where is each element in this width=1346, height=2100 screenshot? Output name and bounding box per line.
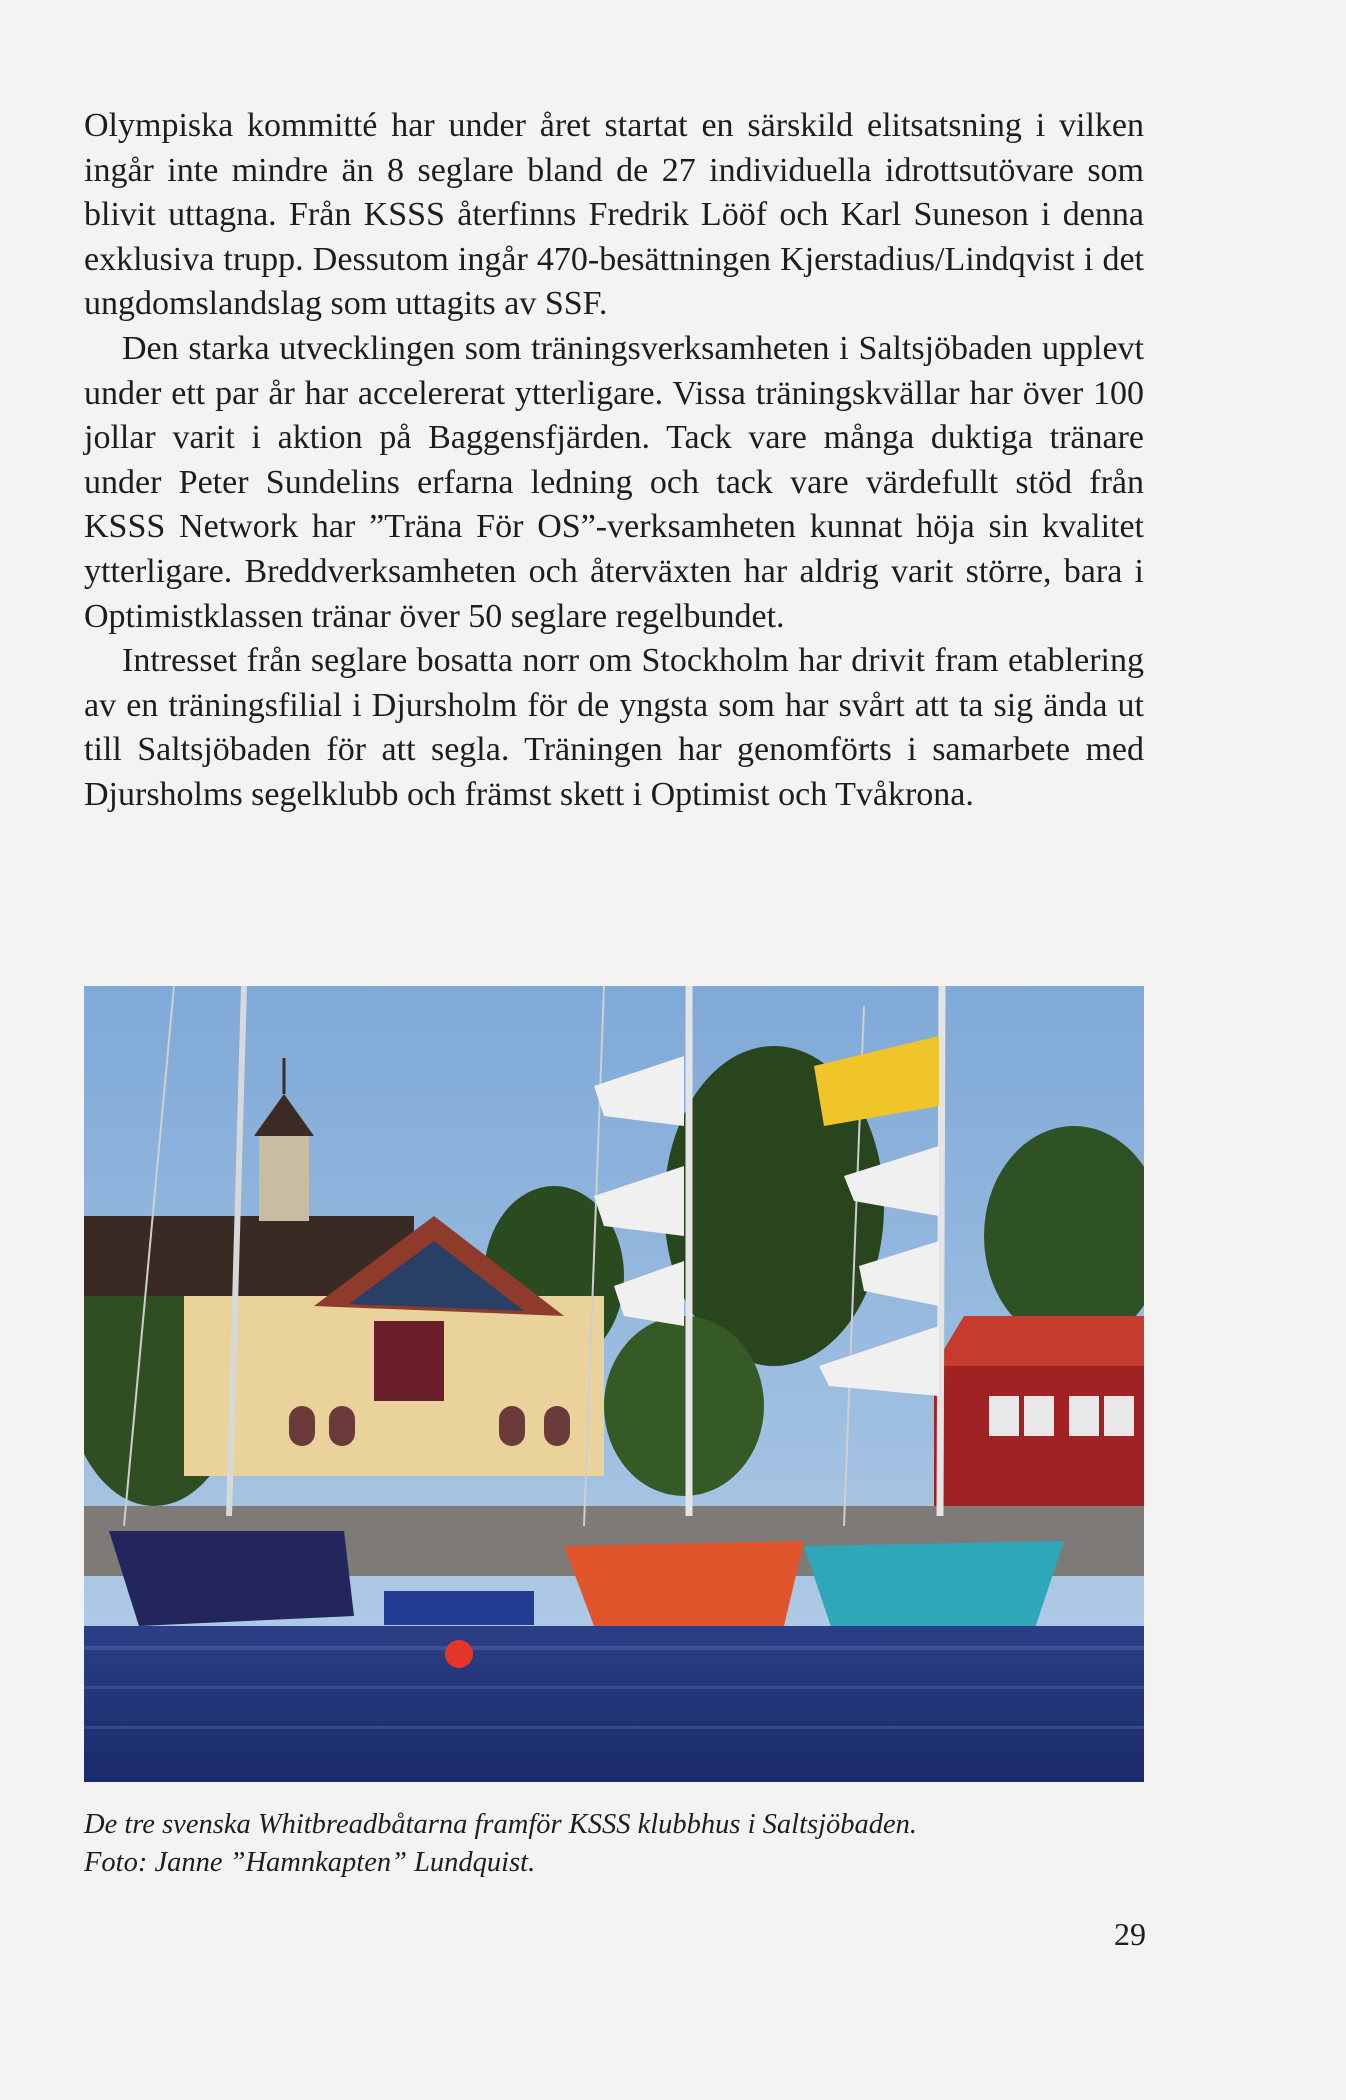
photo-caption	[84, 1806, 1144, 1882]
harbor-photo-illustration	[84, 986, 1144, 1782]
page-number: 29	[1114, 1916, 1146, 1952]
paragraph-2: Den starka utvecklingen som träningsverksamheten i Saltsjöbaden upplevt under ett par år har accelererat ytterligare. Vissa träningskvällar har över 100 jollar varit i aktion på Baggensfjärden. Tack vare många duktiga tränare under Peter Sundelins erfarna ledning och tack vare värdefullt stöd från KSSS Network har ”Träna För OS”-verksamheten kunnat höja sin kvalitet ytterligare. Breddverksamheten och återväxten har aldrig varit större, bara i Optimistklassen tränar över 50 seglare regelbundet.	[84, 329, 1144, 635]
paragraph-3: Intresset från seglare bosatta norr om Stockholm har drivit fram etablering av en träningsfilial i Djursholm för de yngsta som har svårt att ta sig ända ut till Saltsjöbaden för att segla. Träningen har genomförts i samarbete med Djursholms segelklubb och främst skett i Optimist och Tvåkrona.	[84, 642, 1144, 813]
paragraph-1: Olympiska kommitté har under året startat en särskild elitsatsning i vilken ingår inte mindre än 8 seglare bland de 27 individuella idrottsutövare som blivit uttagna. Från KSSS återfinns Fredrik Lööf och Karl Suneson i denna exklusiva trupp. Dessutom ingår 470-besättningen Kjerstadius/Lindqvist i det ungdomslandslag som uttagits av SSF.	[84, 107, 1144, 323]
caption-line-1: De tre svenska Whitbreadbåtarna framför KSSS klubbhus i Saltsjöbaden.	[84, 1809, 918, 1840]
body-text	[84, 104, 1144, 818]
caption-line-2: Foto: Janne ”Hamnkapten” Lundquist.	[84, 1847, 536, 1878]
harbor-photo	[84, 986, 1144, 1782]
